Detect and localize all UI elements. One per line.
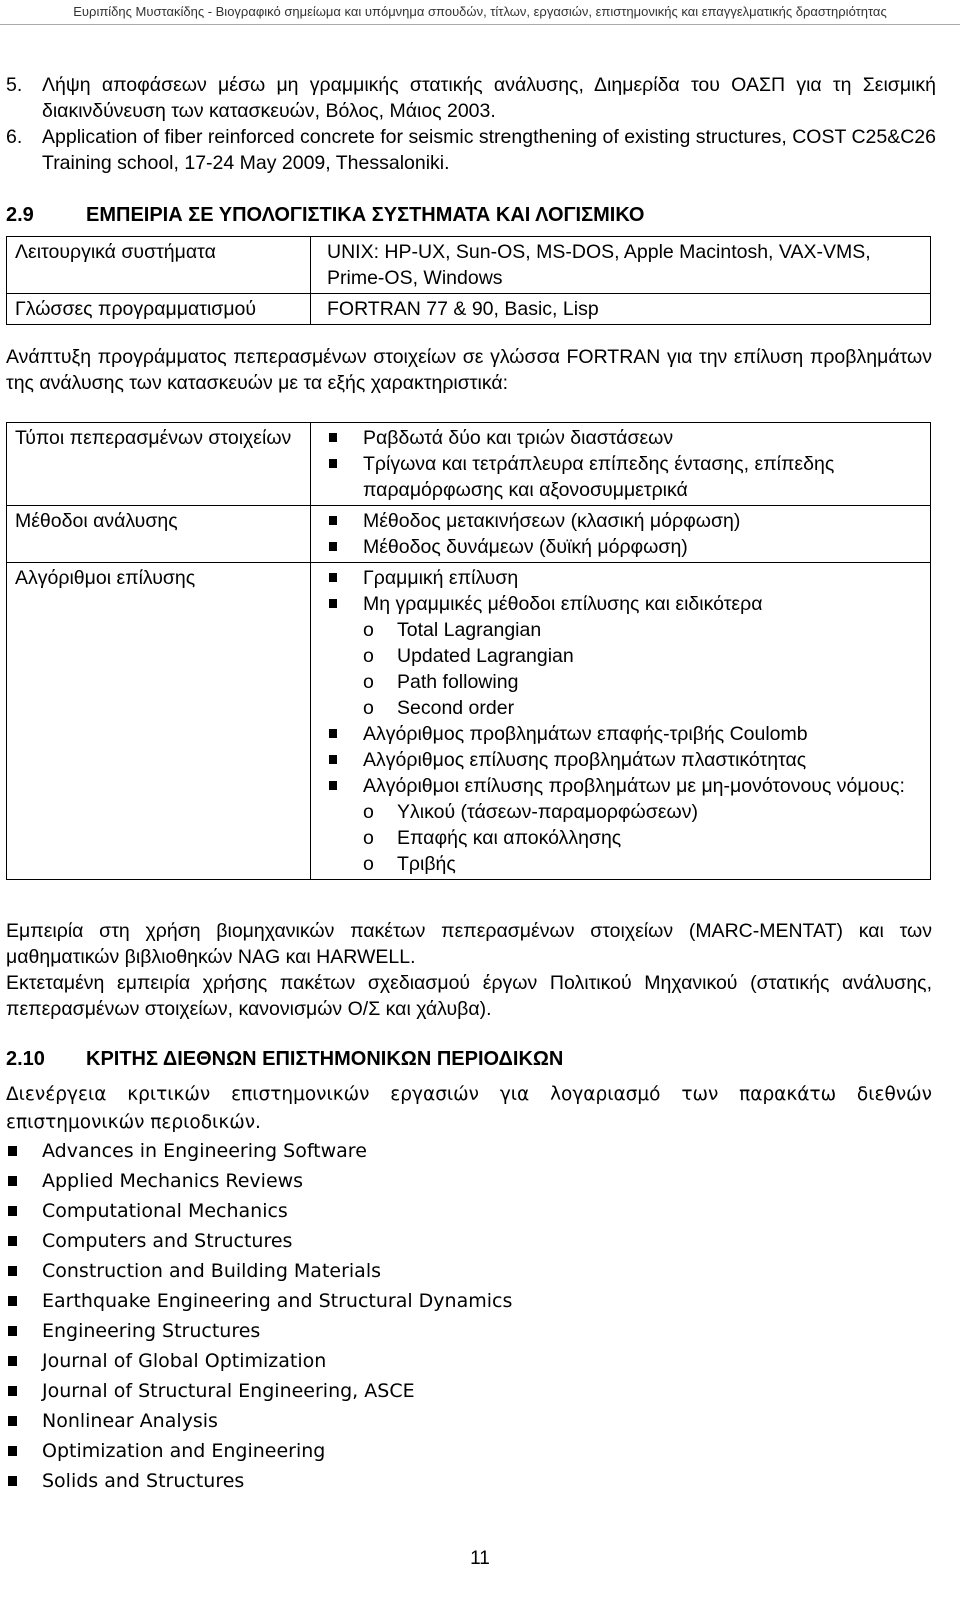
journal-name: Journal of Structural Engineering, ASCE [42, 1380, 415, 1402]
page-header: Ευριπίδης Μυστακίδης - Βιογραφικό σημείωμα και υπόμνημα σπουδών, τίτλων, εργασιών, επιστημονικής και επαγγελματικής δραστηριότητας [73, 4, 887, 19]
list-item [6, 1256, 706, 1286]
square-bullet-icon [6, 1136, 42, 1166]
table-row [7, 237, 931, 294]
section-heading: ΚΡΙΤΗΣ ΔΙΕΘΝΩΝ ΕΠΙΣΤΗΜΟΝΙΚΩΝ ΠΕΡΙΟΔΙΚΩΝ [86, 1048, 564, 1070]
bullet-item [325, 591, 922, 617]
circle-bullet-icon: o [363, 697, 374, 719]
bullet-item [325, 451, 922, 503]
square-bullet-icon [6, 1406, 42, 1436]
sub-item-text: Updated Lagrangian [397, 645, 574, 667]
numbered-list [6, 72, 936, 176]
sub-item [325, 851, 922, 877]
bullet-text: Γραμμική επίλυση [363, 567, 519, 589]
bullet-text: Μη γραμμικές μέθοδοι επίλυσης και ειδικότερα [363, 593, 763, 615]
bullet-item [325, 747, 922, 773]
list-item [6, 1166, 706, 1196]
list-item [6, 72, 936, 124]
reviewer-intro-paragraph: Διενέργεια κριτικών επιστημονικών εργασιών για λογαριασμό των παρακάτω διεθνών επιστημονικών περιοδικών. [6, 1084, 932, 1133]
sub-item-text: Τριβής [397, 853, 456, 875]
square-bullet-icon [325, 773, 363, 799]
table-value: UNIX: HP-UX, Sun-OS, MS-DOS, Apple Macintosh, VAX-VMS, Prime-OS, Windows [311, 237, 931, 294]
bullet-item [325, 773, 922, 799]
systems-table [6, 236, 931, 325]
square-bullet-icon [6, 1286, 42, 1316]
page-number: 11 [470, 1548, 490, 1569]
square-bullet-icon [325, 591, 363, 617]
marc-experience-paragraph: Εμπειρία στη χρήση βιομηχανικών πακέτων πεπερασμένων στοιχείων (MARC-MENTAT) και των μαθηματικών βιβλιοθηκών NAG και HARWELL. [6, 920, 932, 968]
list-item [6, 1436, 706, 1466]
list-item [6, 1286, 706, 1316]
sub-item [325, 617, 922, 643]
journal-name: Solids and Structures [42, 1470, 245, 1492]
bullet-text: Τρίγωνα και τετράπλευρα επίπεδης έντασης, επίπεδης παραμόρφωσης και αξονοσυμμετρικά [363, 453, 835, 501]
sub-item-text: Second order [397, 697, 515, 719]
sub-item [325, 799, 922, 825]
fem-intro-paragraph: Ανάπτυξη προγράμματος πεπερασμένων στοιχείων σε γλώσσα FORTRAN για την επίλυση προβλημάτων της ανάλυσης των κατασκευών με τα εξής χαρακτηριστικά: [6, 346, 932, 394]
list-item [6, 1346, 706, 1376]
square-bullet-icon [6, 1316, 42, 1346]
table-label: Τύποι πεπερασμένων στοιχείων [7, 423, 311, 506]
circle-bullet-icon: o [363, 801, 374, 823]
journal-name: Construction and Building Materials [42, 1260, 382, 1282]
square-bullet-icon [6, 1436, 42, 1466]
list-item [6, 1196, 706, 1226]
square-bullet-icon [6, 1256, 42, 1286]
item-text: Application of fiber reinforced concrete for seismic strengthening of existing structures, COST C25&C26 Training school, 17-24 May 2009, Thessaloniki. [42, 126, 936, 174]
square-bullet-icon [6, 1466, 42, 1496]
square-bullet-icon [6, 1226, 42, 1256]
list-item [6, 1466, 706, 1496]
bullet-item [325, 565, 922, 591]
journal-name: Journal of Global Optimization [42, 1350, 327, 1372]
item-number: 5. [6, 74, 23, 96]
list-item [6, 1316, 706, 1346]
journal-name: Applied Mechanics Reviews [42, 1170, 304, 1192]
sub-item [325, 643, 922, 669]
journal-name: Earthquake Engineering and Structural Dynamics [42, 1290, 513, 1312]
table-label: Λειτουργικά συστήματα [7, 237, 311, 294]
square-bullet-icon [6, 1166, 42, 1196]
table-row [7, 506, 931, 563]
bullet-item [325, 425, 922, 451]
journal-name: Advances in Engineering Software [42, 1140, 367, 1162]
square-bullet-icon [325, 508, 363, 534]
circle-bullet-icon: o [363, 827, 374, 849]
table-value [311, 423, 931, 506]
list-item [6, 1376, 706, 1406]
table-label: Γλώσσες προγραμματισμού [7, 294, 311, 325]
square-bullet-icon [325, 425, 363, 451]
table-label: Αλγόριθμοι επίλυσης [7, 563, 311, 880]
list-item [6, 1406, 706, 1436]
table-row [7, 294, 931, 325]
circle-bullet-icon: o [363, 619, 374, 641]
square-bullet-icon [6, 1376, 42, 1406]
bullet-text: Αλγόριθμος επίλυσης προβλημάτων πλαστικότητας [363, 749, 807, 771]
sub-item [325, 669, 922, 695]
bullet-text: Ραβδωτά δύο και τριών διαστάσεων [363, 427, 674, 449]
sub-item-text: Επαφής και αποκόλλησης [397, 827, 622, 849]
bullet-item [325, 534, 922, 560]
table-row [7, 423, 931, 506]
sub-item [325, 825, 922, 851]
bullet-text: Αλγόριθμοι επίλυσης προβλημάτων με μη-μονότονους νόμους: [363, 775, 905, 797]
circle-bullet-icon: o [363, 853, 374, 875]
fem-features-table [6, 422, 931, 880]
circle-bullet-icon: o [363, 671, 374, 693]
item-number: 6. [6, 126, 23, 148]
bullet-item [325, 508, 922, 534]
square-bullet-icon [325, 451, 363, 503]
journal-name: Computational Mechanics [42, 1200, 288, 1222]
bullet-text: Μέθοδος μετακινήσεων (κλασική μόρφωση) [363, 510, 741, 532]
square-bullet-icon [325, 534, 363, 560]
sub-item-text: Total Lagrangian [397, 619, 542, 641]
sub-item-text: Υλικού (τάσεων-παραμορφώσεων) [397, 801, 698, 823]
table-value [311, 506, 931, 563]
header-rule [0, 24, 960, 25]
square-bullet-icon [325, 747, 363, 773]
square-bullet-icon [325, 721, 363, 747]
design-experience-paragraph: Εκτεταμένη εμπειρία χρήσης πακέτων σχεδιασμού έργων Πολιτικού Μηχανικού (στατικής ανάλυσης, πεπερασμένων στοιχείων, κανονισμών Ο/Σ και χάλυβα). [6, 972, 932, 1020]
table-value [311, 563, 931, 880]
table-value: FORTRAN 77 & 90, Basic, Lisp [311, 294, 931, 325]
square-bullet-icon [6, 1196, 42, 1226]
section-number: 2.10 [6, 1048, 45, 1070]
sub-item-text: Path following [397, 671, 519, 693]
list-item [6, 124, 936, 176]
journal-name: Engineering Structures [42, 1320, 261, 1342]
section-heading: ΕΜΠΕΙΡΙΑ ΣΕ ΥΠΟΛΟΓΙΣΤΙΚΑ ΣΥΣΤΗΜΑΤΑ ΚΑΙ ΛΟΓΙΣΜΙΚΟ [86, 204, 645, 226]
journal-name: Computers and Structures [42, 1230, 293, 1252]
square-bullet-icon [325, 565, 363, 591]
section-2-9-title [6, 204, 644, 227]
item-text: Λήψη αποφάσεων μέσω μη γραμμικής στατικής ανάλυσης, Διημερίδα του ΟΑΣΠ για τη Σεισμική διακινδύνευση των κατασκευών, Βόλος, Μάιος 2003. [42, 74, 936, 122]
journal-name: Nonlinear Analysis [42, 1410, 218, 1432]
section-2-10-title [6, 1048, 563, 1071]
journal-list [6, 1136, 706, 1496]
table-label: Μέθοδοι ανάλυσης [7, 506, 311, 563]
table-row [7, 563, 931, 880]
square-bullet-icon [6, 1346, 42, 1376]
journal-name: Optimization and Engineering [42, 1440, 326, 1462]
bullet-item [325, 721, 922, 747]
list-item [6, 1226, 706, 1256]
section-number: 2.9 [6, 204, 34, 226]
list-item [6, 1136, 706, 1166]
sub-item [325, 695, 922, 721]
circle-bullet-icon: o [363, 645, 374, 667]
bullet-text: Αλγόριθμος προβλημάτων επαφής-τριβής Coulomb [363, 723, 808, 745]
bullet-text: Μέθοδος δυνάμεων (δυϊκή μόρφωση) [363, 536, 688, 558]
